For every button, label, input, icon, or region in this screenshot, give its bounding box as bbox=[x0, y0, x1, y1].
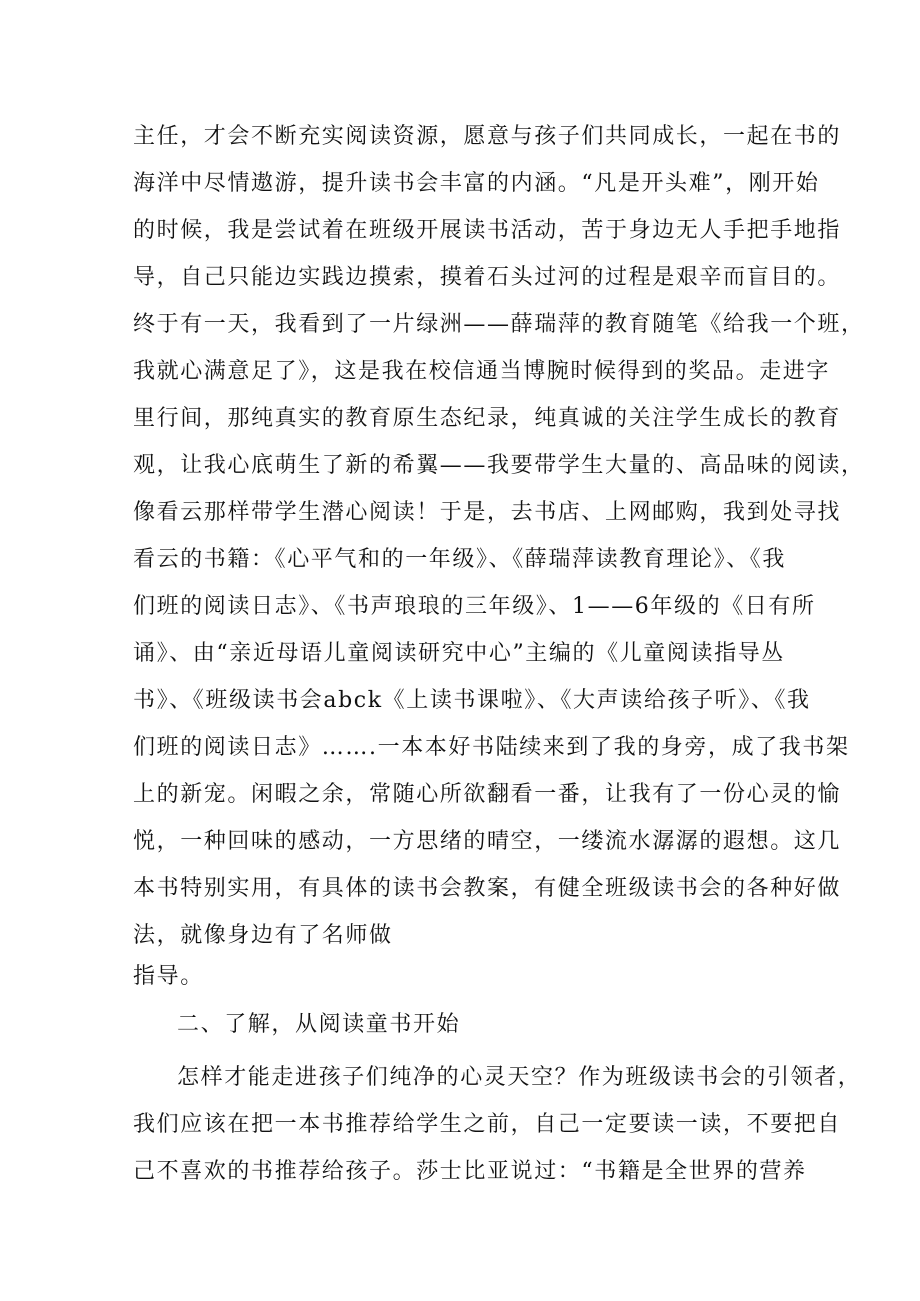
text-line: 书》、《班级读书会abck《上读书课啦》、《大声读给孩子听》、《我 bbox=[133, 688, 811, 713]
text-line: 怎样才能走进孩子们纯净的心灵天空？作为班级读书会的引领者， bbox=[177, 1065, 862, 1090]
text-line: 指导。 bbox=[133, 964, 204, 989]
text-line: 的时候，我是尝试着在班级开展读书活动，苦于身边无人手把手地指 bbox=[133, 218, 842, 243]
text-line: 上的新宠。闲暇之余，常随心所欲翻看一番，让我有了一份心灵的愉 bbox=[133, 782, 842, 807]
text-line: 终于有一天，我看到了一片绿洲——薛瑞萍的教育随笔《给我一个班， bbox=[133, 312, 865, 337]
text-line: 们班的阅读日志》、《书声琅琅的三年级》、1——6年级的《日有所 bbox=[133, 594, 816, 619]
text-line: 法，就像身边有了名师做 bbox=[133, 923, 393, 948]
body-text bbox=[133, 113, 865, 1195]
section-heading: 二、了解，从阅读童书开始 bbox=[177, 1012, 461, 1037]
text-line: 本书特别实用，有具体的读书会教案，有健全班级读书会的各种好做 bbox=[133, 876, 842, 901]
text-line: 己不喜欢的书推荐给孩子。莎士比亚说过：“书籍是全世界的营养 bbox=[133, 1159, 807, 1184]
text-line: 观，让我心底萌生了新的希翼——我要带学生大量的、高品味的阅读， bbox=[133, 453, 865, 478]
text-line: 主任，才会不断充实阅读资源，愿意与孩子们共同成长，一起在书的 bbox=[133, 124, 842, 149]
text-line: 悦，一种回味的感动，一方思绪的晴空，一缕流水潺潺的遐想。这几 bbox=[133, 829, 842, 854]
text-line: 里行间，那纯真实的教育原生态纪录，纯真诚的关注学生成长的教育 bbox=[133, 406, 842, 431]
text-line: 导，自己只能边实践边摸索，摸着石头过河的过程是艰辛而盲目的。 bbox=[133, 265, 842, 290]
text-line: 我们应该在把一本书推荐给学生之前，自己一定要读一读，不要把自 bbox=[133, 1112, 842, 1137]
text-line: 我就心满意足了》，这是我在校信通当博腕时候得到的奖品。走进字 bbox=[133, 359, 831, 384]
text-line: 诵》、由“亲近母语儿童阅读研究中心”主编的《儿童阅读指导丛 bbox=[133, 641, 785, 666]
text-line: 看云的书籍：《心平气和的一年级》、《薛瑞萍读教育理论》、《我 bbox=[133, 547, 787, 572]
text-line: 们班的阅读日志》…….一本本好书陆续来到了我的身旁，成了我书架 bbox=[133, 735, 850, 760]
text-line: 像看云那样带学生潜心阅读！于是，去书店、上网邮购，我到处寻找 bbox=[133, 500, 842, 525]
text-line: 海洋中尽情遨游，提升读书会丰富的内涵。“凡是开头难”，刚开始 bbox=[133, 171, 820, 196]
